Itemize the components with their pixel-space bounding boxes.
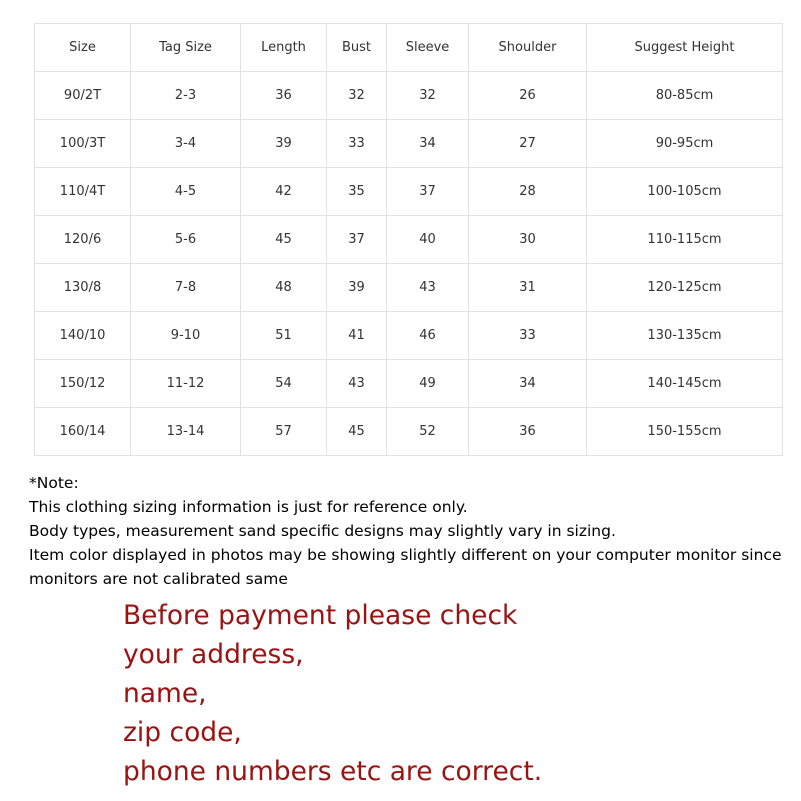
cell-size: 100/3T — [35, 120, 131, 168]
cell-size: 150/12 — [35, 360, 131, 408]
notes-line-body-types: Body types, measurement sand specific designs may slightly vary in sizing. — [29, 522, 616, 540]
reminder-line-2: your address, — [123, 639, 304, 670]
cell-sleeve: 43 — [387, 264, 469, 312]
cell-length: 42 — [241, 168, 327, 216]
cell-suggest-height: 120-125cm — [587, 264, 783, 312]
cell-shoulder: 30 — [469, 216, 587, 264]
cell-sleeve: 46 — [387, 312, 469, 360]
cell-bust: 41 — [327, 312, 387, 360]
cell-tag-size: 5-6 — [131, 216, 241, 264]
reminder-line-5: phone numbers etc are correct. — [123, 756, 543, 787]
cell-suggest-height: 100-105cm — [587, 168, 783, 216]
column-header-bust: Bust — [327, 24, 387, 72]
table-row — [35, 264, 783, 312]
payment-reminder — [123, 596, 542, 791]
cell-tag-size: 11-12 — [131, 360, 241, 408]
cell-sleeve: 32 — [387, 72, 469, 120]
cell-bust: 33 — [327, 120, 387, 168]
table-row — [35, 360, 783, 408]
reminder-line-1: Before payment please check — [123, 600, 518, 631]
cell-bust: 39 — [327, 264, 387, 312]
cell-length: 51 — [241, 312, 327, 360]
cell-size: 140/10 — [35, 312, 131, 360]
column-header-suggest-height: Suggest Height — [587, 24, 783, 72]
cell-tag-size: 7-8 — [131, 264, 241, 312]
notes-title: *Note: — [29, 474, 79, 492]
cell-tag-size: 9-10 — [131, 312, 241, 360]
cell-size: 130/8 — [35, 264, 131, 312]
cell-size: 110/4T — [35, 168, 131, 216]
cell-sleeve: 52 — [387, 408, 469, 456]
column-header-tag-size: Tag Size — [131, 24, 241, 72]
cell-length: 57 — [241, 408, 327, 456]
cell-length: 48 — [241, 264, 327, 312]
cell-tag-size: 13-14 — [131, 408, 241, 456]
table-row — [35, 168, 783, 216]
cell-bust: 45 — [327, 408, 387, 456]
cell-sleeve: 37 — [387, 168, 469, 216]
cell-tag-size: 2-3 — [131, 72, 241, 120]
cell-tag-size: 4-5 — [131, 168, 241, 216]
cell-sleeve: 49 — [387, 360, 469, 408]
cell-suggest-height: 80-85cm — [587, 72, 783, 120]
reminder-line-4: zip code, — [123, 717, 242, 748]
cell-shoulder: 26 — [469, 72, 587, 120]
cell-shoulder: 27 — [469, 120, 587, 168]
cell-size: 90/2T — [35, 72, 131, 120]
cell-suggest-height: 150-155cm — [587, 408, 783, 456]
cell-size: 160/14 — [35, 408, 131, 456]
table-row — [35, 216, 783, 264]
reminder-line-3: name, — [123, 678, 207, 709]
notes-line-reference: This clothing sizing information is just for reference only. — [29, 498, 468, 516]
table-row — [35, 408, 783, 456]
cell-sleeve: 40 — [387, 216, 469, 264]
cell-shoulder: 36 — [469, 408, 587, 456]
table-row — [35, 312, 783, 360]
cell-bust: 32 — [327, 72, 387, 120]
cell-length: 54 — [241, 360, 327, 408]
column-header-length: Length — [241, 24, 327, 72]
cell-shoulder: 34 — [469, 360, 587, 408]
cell-length: 36 — [241, 72, 327, 120]
notes-line-color-monitor: Item color displayed in photos may be showing slightly different on your computer monitor since monitors are not calibrated same — [29, 546, 782, 588]
cell-suggest-height: 140-145cm — [587, 360, 783, 408]
cell-bust: 37 — [327, 216, 387, 264]
cell-suggest-height: 130-135cm — [587, 312, 783, 360]
cell-shoulder: 31 — [469, 264, 587, 312]
cell-suggest-height: 90-95cm — [587, 120, 783, 168]
cell-shoulder: 33 — [469, 312, 587, 360]
cell-shoulder: 28 — [469, 168, 587, 216]
cell-length: 45 — [241, 216, 327, 264]
cell-suggest-height: 110-115cm — [587, 216, 783, 264]
cell-tag-size: 3-4 — [131, 120, 241, 168]
cell-bust: 35 — [327, 168, 387, 216]
table-header-row — [35, 24, 783, 72]
column-header-sleeve: Sleeve — [387, 24, 469, 72]
cell-bust: 43 — [327, 360, 387, 408]
sizing-notes — [29, 471, 789, 591]
table-row — [35, 72, 783, 120]
cell-length: 39 — [241, 120, 327, 168]
cell-sleeve: 34 — [387, 120, 469, 168]
column-header-shoulder: Shoulder — [469, 24, 587, 72]
column-header-size: Size — [35, 24, 131, 72]
cell-size: 120/6 — [35, 216, 131, 264]
size-chart-table — [34, 23, 783, 456]
size-chart-table-container — [34, 23, 782, 456]
table-row — [35, 120, 783, 168]
